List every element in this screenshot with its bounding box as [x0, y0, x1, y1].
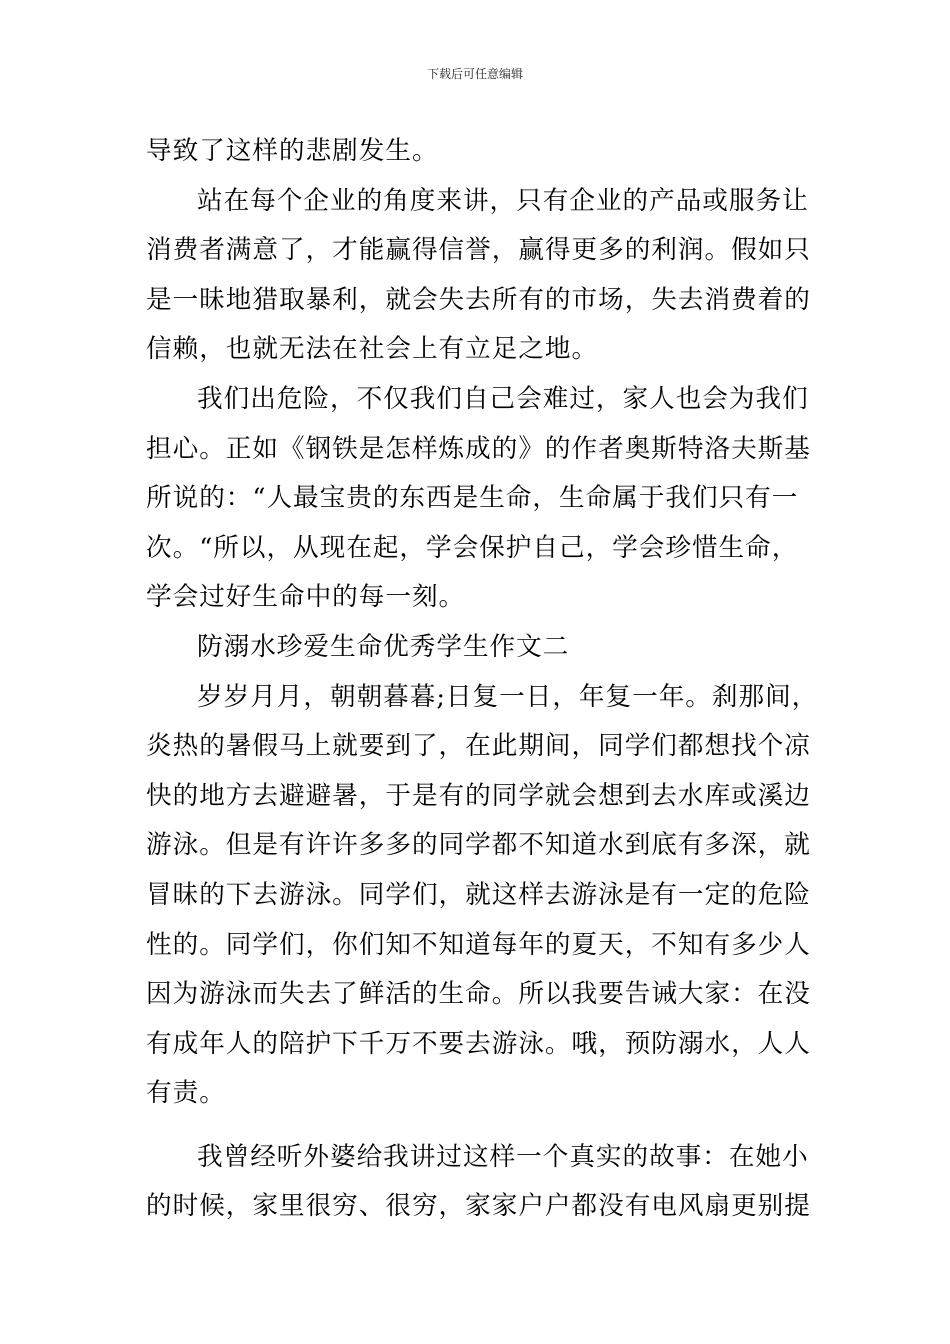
section-heading: 防溺水珍爱生命优秀学生作文二 [197, 631, 570, 662]
text-line: 有责。 [146, 1078, 226, 1109]
text-line: 的时候，家里很穷、很穷，家家户户都没有电风扇更别提 [146, 1191, 811, 1222]
text-line: 因为游泳而失去了鲜活的生命。所以我要告诫大家：在没 [146, 979, 811, 1010]
text-line: 导致了这样的悲剧发生。 [146, 136, 439, 166]
text-line: 快的地方去避避暑，于是有的同学就会想到去水库或溪边 [146, 780, 811, 811]
text-line: 是一昧地猎取暴利，就会失去所有的市场，失去消费着的 [146, 284, 811, 315]
document-body [146, 127, 819, 1232]
paragraph-gap [146, 1119, 806, 1133]
page-header: 下载后可任意编辑 [426, 67, 523, 81]
text-line: 我们出危险，不仅我们自己会难过，家人也会为我们 [197, 383, 809, 414]
text-line: 我曾经听外婆给我讲过这样一个真实的故事：在她小 [197, 1141, 809, 1172]
text-line: 次。“所以，从现在起，学会保护自己，学会珍惜生命， [146, 532, 799, 563]
text-line: 岁岁月月，朝朝暮暮;日复一日，年复一年。刹那间， [197, 681, 819, 712]
text-line: 担心。正如《钢铁是怎样炼成的》的作者奥斯特洛夫斯基 [146, 433, 811, 464]
text-line: 站在每个企业的角度来讲，只有企业的产品或服务让 [197, 185, 809, 216]
text-line: 冒昧的下去游泳。同学们，就这样去游泳是有一定的危险 [146, 879, 811, 910]
text-line: 消费者满意了，才能赢得信誉，赢得更多的利润。假如只 [146, 235, 811, 266]
text-line: 有成年人的陪护下千万不要去游泳。哦，预防溺水，人人 [146, 1028, 811, 1059]
text-line: 所说的：“人最宝贵的东西是生命，生命属于我们只有一 [146, 483, 799, 514]
text-line: 性的。同学们，你们知不知道每年的夏天，不知有多少人 [146, 929, 811, 960]
text-line: 学会过好生命中的每一刻。 [146, 582, 466, 613]
text-line: 炎热的暑假马上就要到了，在此期间，同学们都想找个凉 [146, 731, 811, 762]
text-line: 游泳。但是有许许多多的同学都不知道水到底有多深，就 [146, 830, 811, 861]
text-line: 信赖，也就无法在社会上有立足之地。 [146, 334, 599, 365]
